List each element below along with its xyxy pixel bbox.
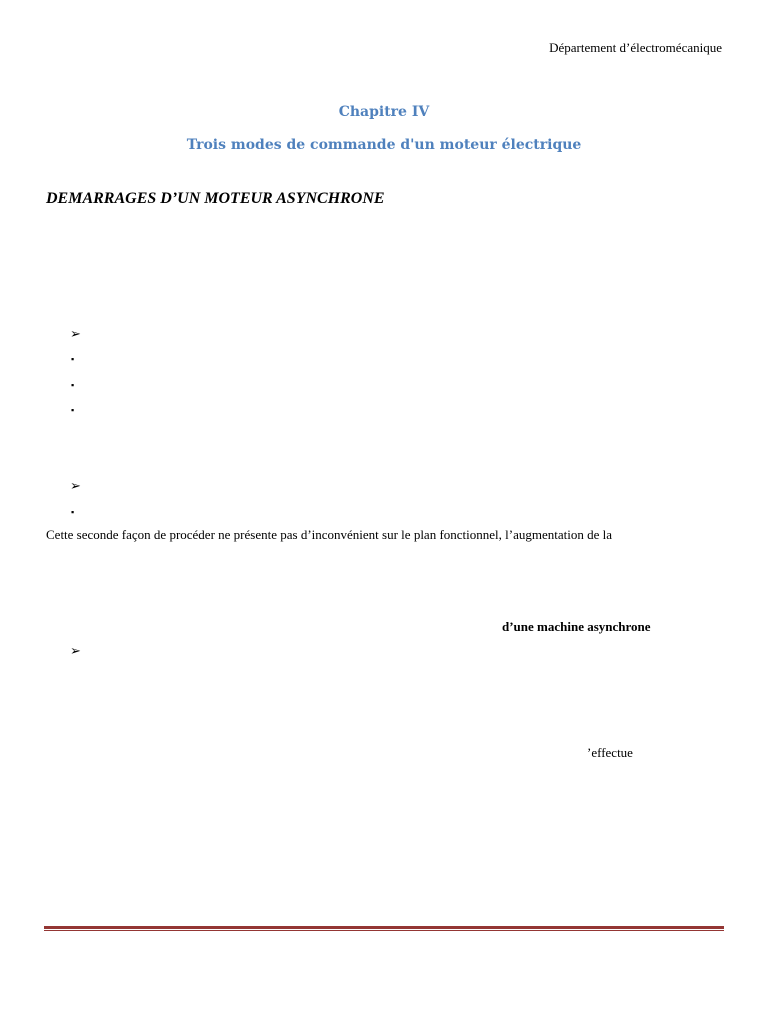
arrow-bullet-icon: ➢ [70, 478, 81, 493]
square-bullet-icon: ▪ [71, 405, 75, 415]
footer-rule-thin-line [44, 930, 724, 931]
chapter-number: Chapitre IV [338, 104, 430, 120]
footer-rule [44, 926, 724, 932]
arrow-bullet-icon: ➢ [70, 643, 81, 658]
arrow-bullet-icon: ➢ [70, 326, 81, 341]
section-heading: DEMARRAGES D’UN MOTEUR ASYNCHRONE [46, 190, 385, 207]
chapter-subtitle: Trois modes de commande d'un moteur électrique [186, 137, 582, 153]
square-bullet-icon: ▪ [71, 507, 75, 517]
square-bullet-icon: ▪ [71, 380, 75, 390]
text-fragment: ’effectue [587, 745, 633, 760]
body-paragraph: Cette seconde façon de procéder ne présente pas d’inconvénient sur le plan fonctionnel, l’augmentation de la [46, 527, 613, 542]
square-bullet-icon: ▪ [71, 354, 75, 364]
bold-text-fragment: d’une machine asynchrone [502, 619, 651, 634]
page-header: Département d’électromécanique [549, 40, 722, 55]
footer-rule-thick-line [44, 926, 724, 929]
